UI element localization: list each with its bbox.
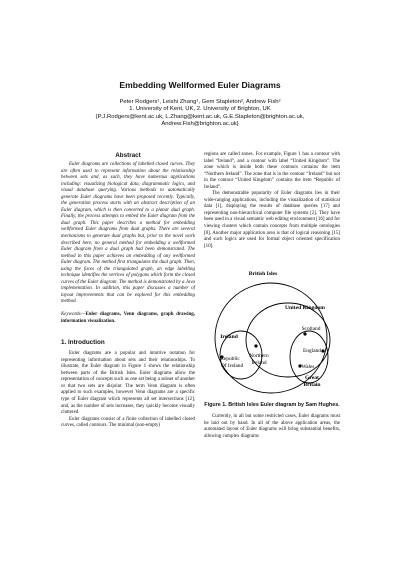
right-paragraph-2: The demonstrable popularity of Euler diagrams lies in their wide-ranging applications, including the visualization of statistical data [1], displaying the results of database queries [17] and representing non-hierarchical computer file systems [2]. They have been used in a visual semantic web editing environment [16] and for viewing clusters which contain concepts from multiple ontologies [8]. Another major application area is that of logical reasoning [15] and such logics are used for formal object oriented specification [10]. xyxy=(204,191,340,249)
keywords-label: Keywords xyxy=(61,312,81,318)
right-paragraph-3: Currently, in all but some restricted cases, Euler diagrams must be laid out by hand. In all of the above application areas, the automated layout of Euler diagrams will bring substantial benefits, allowing complex diagrams xyxy=(204,414,340,439)
right-column xyxy=(204,152,340,440)
emails-line-1: {P.J.Rodgers@kent.ac.uk, L.Zhang@kent.ac.uk, G.E.Stapleton@brighton.ac.uk, xyxy=(95,113,305,120)
right-body-top xyxy=(204,152,340,250)
intro-paragraph-1: Euler diagrams are a popular and intuitive notation for representing information about sets and their relationships. To illustrate, the Euler diagram in Figure 1 shows the relationship between parts of the British Isles. Euler diagrams allow the representation of concepts such as one set being a subset of another or that two sets are disjoint. The term Venn diagram is often applied to such examples, however Venn diagrams are a specific type of Euler diagram which represents all set intersections [12], and, as the number of sets increases, they quickly become visually cluttered. xyxy=(61,351,195,416)
abstract-heading: Abstract xyxy=(115,152,141,159)
paper-title: Embedding Wellformed Euler Diagrams xyxy=(119,80,281,90)
keywords-separator: — xyxy=(80,312,86,318)
label-republic-1: Republic xyxy=(220,356,240,363)
label-great-2: Britain xyxy=(303,382,321,389)
label-ireland: Ireland xyxy=(220,334,238,341)
authors-line: Peter Rodgers¹, Leishi Zhang¹, Gem Stapleton², Andrew Fish² xyxy=(119,99,281,105)
dot-england xyxy=(321,350,324,353)
affiliations-line: 1. University of Kent, UK, 2. University of Brighton, UK xyxy=(129,106,271,113)
emails-line-2: Andrew.Fish@brighton.ac.uk} xyxy=(161,121,239,128)
label-british-isles: British Isles xyxy=(248,271,278,278)
label-wales: Wales xyxy=(301,364,315,371)
introduction-heading: 1. Introduction xyxy=(61,339,105,347)
label-england: England xyxy=(303,348,321,355)
label-republic-2: Of Ireland xyxy=(220,363,244,370)
left-column xyxy=(61,152,195,430)
abstract-paragraph: Euler diagrams are collections of labelled closed curves. They are often used to represent information about the relationship between sets and, as such, they have numerous applications including: visualizing biological data, diagrammatic logics, and visual database querying. Various methods to automatically generate Euler diagrams have been proposed recently. Typically, the generation process starts with an abstract description of an Euler diagram, which is then converted to a planar dual graph. Finally, the process attempts to embed the Euler diagram from the dual graph. This paper describes a method for embedding wellformed Euler diagrams from dual graphs. There are several mechanisms to generate dual graphs but, prior to the novel work described here, no general method for embedding a wellformed Euler diagram from a dual graph had been demonstrated. The method in this paper achieves an embedding of any wellformed Euler diagram. The method first triangulates the dual graph. Then, using the faces of the triangulated graph, an edge labelling technique identifies the vertices of polygons which form the closed curves of the Euler diagram. The method is demonstrated by a Java implementation. In addition, this paper discusses a number of layout improvements that can be explored for this embedding method. xyxy=(61,162,195,305)
dot-northern-ireland xyxy=(254,345,257,348)
euler-diagram-figure xyxy=(204,254,340,400)
dot-scotland xyxy=(303,333,306,336)
label-northern-1: Northern xyxy=(249,353,269,360)
label-united-kingdom: United Kingdom xyxy=(285,305,325,312)
abstract-body xyxy=(61,162,195,306)
label-northern-2: Ireland xyxy=(251,360,267,367)
introduction-body xyxy=(61,351,195,430)
keywords-text: Euler diagrams, Venn diagrams, graph drawing, information visualization. xyxy=(61,312,195,324)
right-paragraph-1: regions are called zones. For example, Figure 1 has a contour with label “Ireland”, and a contour with label “United Kingdom”. The zone which is inside both these contours contains the item “Northern Ireland”. The zone that is in the contour “Ireland” but not in the contour “United Kingdom” contains the item “Republic of Ireland”. xyxy=(204,152,340,190)
intro-paragraph-2: Euler diagrams consist of a finite collection of labelled closed curves, called contours. The minimal (non-empty) xyxy=(61,416,195,429)
figure-caption: Figure 1. British Isles Euler diagram by Sam Hughes. xyxy=(204,402,340,409)
keywords xyxy=(61,312,195,325)
label-scotland: Scotland xyxy=(301,326,321,333)
author-block xyxy=(0,99,400,129)
right-body-bottom xyxy=(204,414,340,440)
euler-diagram xyxy=(204,254,340,400)
label-great-1: Great xyxy=(305,375,319,382)
